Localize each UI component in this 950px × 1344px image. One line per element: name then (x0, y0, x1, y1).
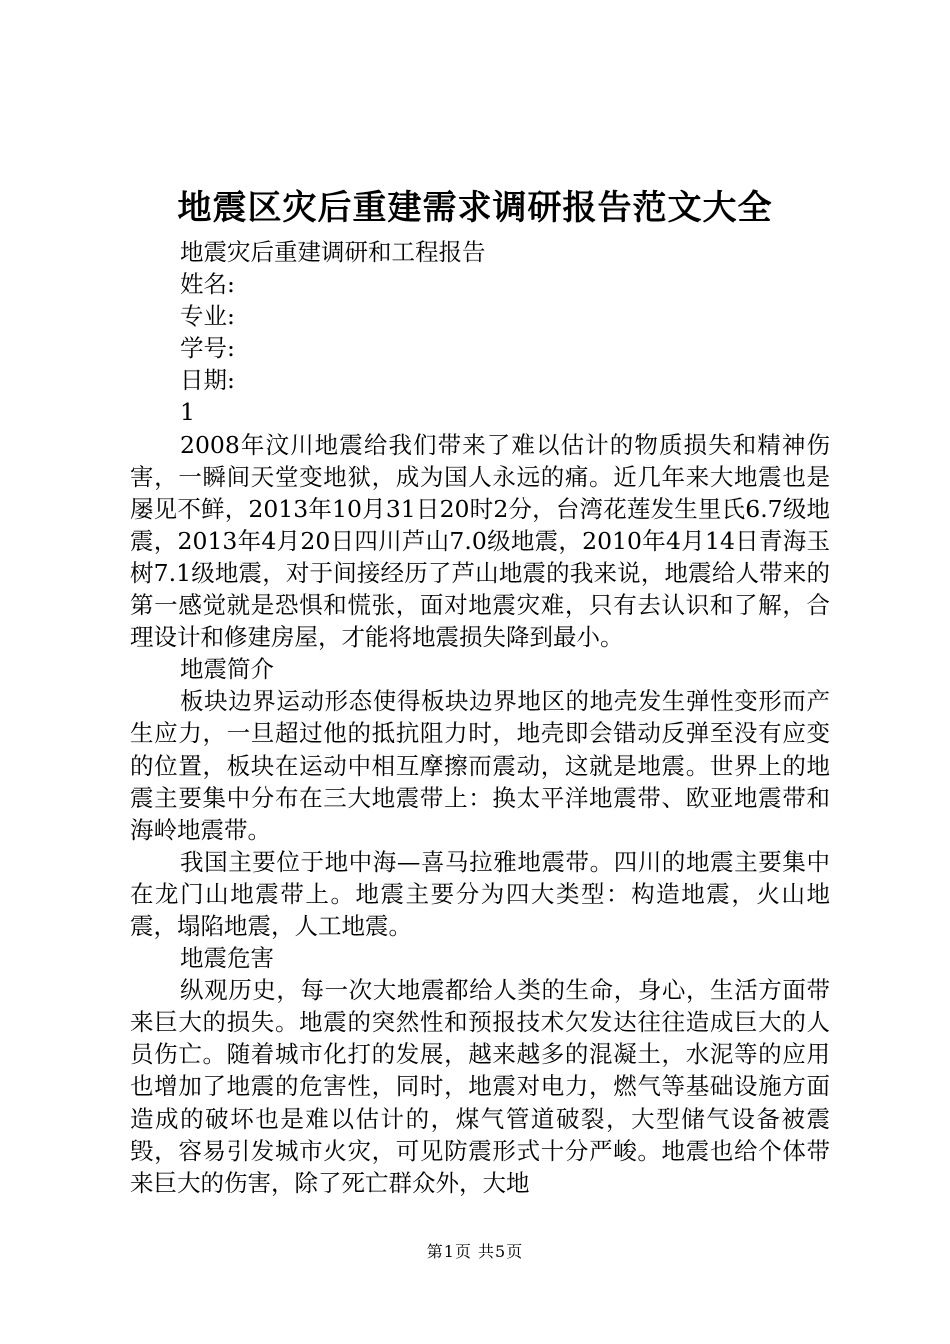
section-number: 1 (180, 398, 195, 427)
field-date: 日期: (180, 366, 235, 395)
heading-earthquake-hazards: 地震危害 (180, 944, 274, 973)
document-subtitle: 地震灾后重建调研和工程报告 (180, 238, 486, 266)
document-title: 地震区灾后重建需求调研报告范文大全 (177, 188, 773, 228)
field-major: 专业: (180, 302, 235, 331)
paragraph-china-seismic-belt: 我国主要位于地中海—喜马拉雅地震带。四川的地震主要集中在龙门山地震带上。地震主要分为四大类型：构造地震，火山地震，塌陷地震，人工地震。 (130, 847, 830, 940)
document-body (130, 236, 830, 1199)
heading-earthquake-intro: 地震简介 (180, 655, 274, 684)
paragraph-intro: 2008年汶川地震给我们带来了难以估计的物质损失和精神伤害，一瞬间天堂变地狱，成为国人永远的痛。近几年来大地震也是屡见不鲜，2013年10月31日20时2分，台湾花莲发生里氏6.7级地震，2013年4月20日四川芦山7.0级地震，2010年4月14日青海玉树7.1级地震，对于间接经历了芦山地震的我来说，地震给人带来的第一感觉就是恐惧和慌张，面对地震灾难，只有去认识和了解，合理设计和修建房屋，才能将地震损失降到最小。 (130, 430, 830, 652)
page-footer: 第1页 共5页 (426, 1242, 524, 1261)
paragraph-hazards: 纵观历史，每一次大地震都给人类的生命，身心，生活方面带来巨大的损失。地震的突然性和预报技术欠发达往往造成巨大的人员伤亡。随着城市化打的发展，越来越多的混凝土，水泥等的应用也增加了地震的危害性，同时，地震对电力，燃气等基础设施方面造成的破坏也是难以估计的，煤气管道破裂，大型储气设备被震毁，容易引发城市火灾，可见防震形式十分严峻。地震也给个体带来巨大的伤害，除了死亡群众外，大地 (130, 976, 830, 1197)
field-student-id: 学号: (180, 334, 235, 363)
field-name: 姓名: (180, 270, 235, 299)
paragraph-plate-tectonics: 板块边界运动形态使得板块边界地区的地壳发生弹性变形而产生应力，一旦超过他的抵抗阻力时，地壳即会错动反弹至没有应变的位置，板块在运动中相互摩擦而震动，这就是地震。世界上的地震主要集中分布在三大地震带上：换太平洋地震带、欧亚地震带和海岭地震带。 (130, 687, 830, 844)
